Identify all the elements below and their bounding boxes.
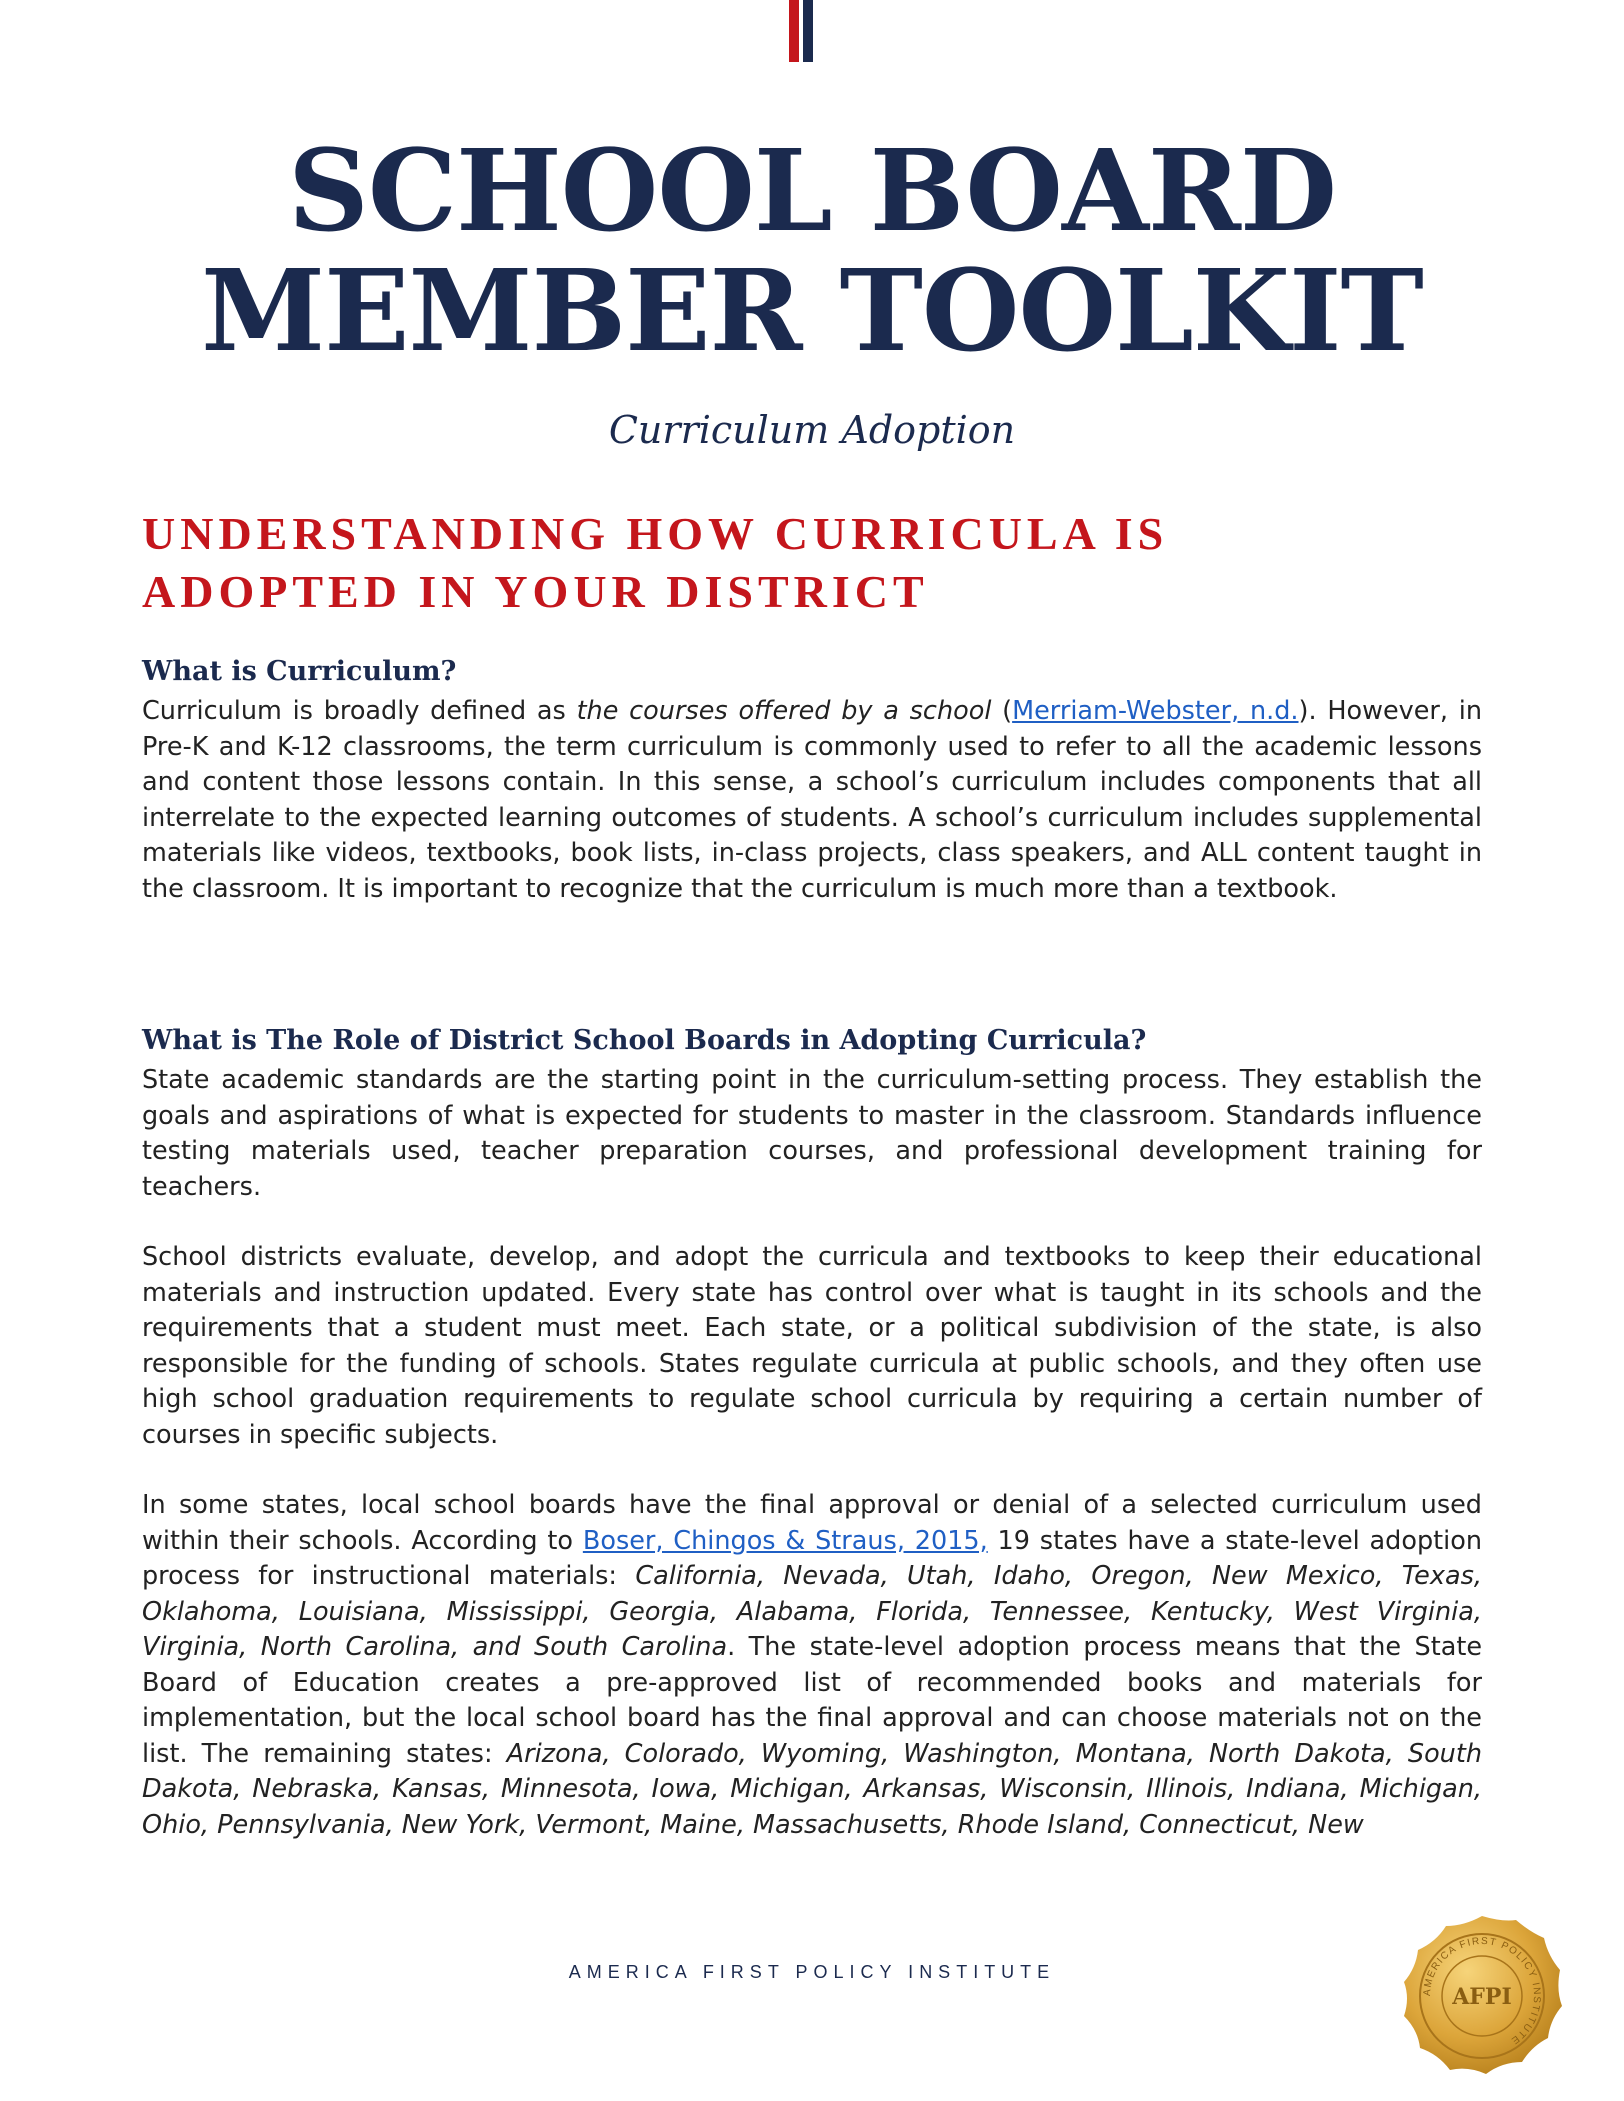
paragraph-curriculum-definition bbox=[142, 694, 1482, 907]
italic-state-list: California, Nevada, Utah, Idaho, Oregon, New Mexico, Texas, Oklahoma, Louisiana, Mississippi, Georgia, Alabama, Florida, Tennessee, Kentucky, West Virginia, Virginia, North Carolina, and South Carolina bbox=[142, 1561, 1482, 1662]
text-run: In some states, local school boards have the final approval or denial of a selected curriculum used within their schools. According to bbox=[142, 1490, 1482, 1556]
merriam-webster-link[interactable]: Merriam-Webster, n.d. bbox=[1012, 696, 1299, 726]
document-subtitle: Curriculum Adoption bbox=[608, 408, 1016, 452]
section-role-of-school-boards bbox=[142, 1021, 1482, 1843]
paragraph-school-districts: School districts evaluate, develop, and adopt the curricula and textbooks to keep their educational materials and instruction updated. Every state has control over what is taught in its schools and the requirements that a student must meet. Each state, or a political subdivision of the state, is also responsible for the funding of schools. States regulate curricula at public schools, and they often use high school graduation requirements to regulate school curricula by requiring a certain number of courses in specific subjects. bbox=[142, 1242, 1482, 1450]
title-line-2: MEMBER TOOLKIT bbox=[201, 246, 1423, 377]
italic-definition: the courses offered by a school bbox=[576, 696, 992, 726]
section-heading-line-1: UNDERSTANDING HOW CURRICULA IS bbox=[142, 508, 1169, 559]
text-run: 19 states have a state-level adoption process for instructional materials: bbox=[142, 1525, 1482, 1591]
footer-org-name: AMERICA FIRST POLICY INSTITUTE bbox=[568, 1962, 1056, 1982]
italic-remaining-states: Arizona, Colorado, Wyoming, Washington, Montana, North Dakota, South Dakota, Nebraska, Kansas, Minnesota, Iowa, Michigan, Arkansas, Wisconsin, Illinois, Indiana, Michigan, Ohio, Pennsylvania, New York, Vermont, Maine, Massachusetts, Rhode Island, Connecticut, New bbox=[142, 1738, 1482, 1840]
paragraph-state-standards: State academic standards are the starting point in the curriculum-setting process. They establish the goals and aspirations of what is expected for students to master in the classroom. Standards influence testing materials used, teacher preparation courses, and professional development training for teachers. bbox=[142, 1065, 1482, 1202]
seal-ring-text: AMERICA FIRST POLICY INSTITUTE bbox=[1421, 1935, 1543, 2047]
title-line-1: SCHOOL BOARD bbox=[287, 126, 1337, 257]
heading-role-of-school-boards: What is The Role of District School Boards in Adopting Curricula? bbox=[142, 1025, 1147, 1056]
document-title bbox=[0, 126, 1624, 377]
text-run: . The state-level adoption process means that the State Board of Education creates a pre-approved list of recommended books and materials for implementation, but the local school board has the final approval and can choose materials not on the list. The remaining states: bbox=[142, 1632, 1483, 1769]
text-run: ( bbox=[991, 696, 1013, 726]
section-heading bbox=[142, 505, 1482, 621]
text-run: ). However, in Pre-K and K-12 classrooms, the term curriculum is commonly used to refer to all the academic lessons and content those lessons contain. In this sense, a school’s curriculum includes components that all interrelate to the expected learning outcomes of students. A school’s curriculum includes supplemental materials like videos, textbooks, book lists, in-class projects, class speakers, and ALL content taught in the classroom. It is important to recognize that the curriculum is much more than a textbook. bbox=[142, 696, 1483, 904]
seal-text: AFPI bbox=[1452, 1984, 1512, 2010]
flag-ribbon-icon bbox=[781, 0, 841, 62]
heading-what-is-curriculum: What is Curriculum? bbox=[142, 656, 457, 687]
section-heading-line-2: ADOPTED IN YOUR DISTRICT bbox=[142, 566, 929, 617]
paragraph-state-adoption bbox=[142, 1488, 1482, 1843]
afpi-gold-seal-icon bbox=[1398, 1912, 1566, 2080]
boser-chingos-straus-link[interactable]: Boser, Chingos & Straus, 2015, bbox=[582, 1525, 988, 1556]
section-what-is-curriculum bbox=[142, 652, 1482, 907]
text-run: Curriculum is broadly defined as bbox=[142, 696, 577, 726]
